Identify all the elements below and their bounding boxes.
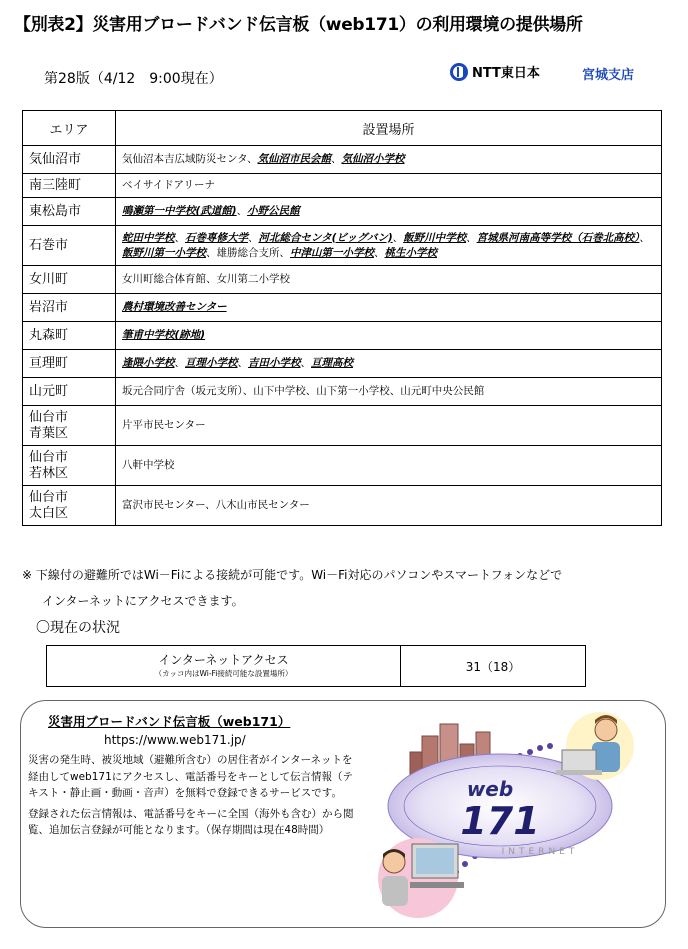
area-cell: 南三陸町 xyxy=(23,174,116,198)
info-paragraph: 登録された伝言情報は、電話番号をキーに全国（海外も含む）から閲覧、追加伝言登録が可能となります。（保存期間は現在48時間） xyxy=(28,807,354,836)
wifi-location: 鳴瀬第一中学校(武道館) xyxy=(122,205,237,217)
location-text: 、 xyxy=(466,231,477,244)
note-line-2: インターネットにアクセスできます。 xyxy=(42,594,244,608)
table-row xyxy=(23,378,662,406)
logo-web-text: web xyxy=(466,777,514,801)
area-cell: 女川町 xyxy=(23,266,116,294)
status-sublabel: （カッコ内はWi-Fi接続可能な設置場所） xyxy=(154,669,293,678)
table-header-row xyxy=(23,111,662,146)
area-cell: 東松島市 xyxy=(23,198,116,226)
place-cell xyxy=(116,486,662,526)
web171-illustration xyxy=(360,706,660,921)
info-url[interactable]: https://www.web171.jp/ xyxy=(104,733,246,747)
place-cell xyxy=(116,226,662,266)
wifi-location: 中津山第一小学校 xyxy=(290,246,374,259)
location-text: 気仙沼本吉広域防災センタ、 xyxy=(122,153,258,165)
status-row xyxy=(47,646,586,687)
wifi-location: 飯野川中学校 xyxy=(403,231,467,244)
info-body xyxy=(28,752,358,843)
table-row xyxy=(23,446,662,486)
location-text: 、 xyxy=(330,153,342,165)
location-text: 、雄勝総合支所、 xyxy=(206,246,290,259)
place-cell xyxy=(116,406,662,446)
status-table xyxy=(46,645,586,687)
table-row xyxy=(23,322,662,350)
logo-text: NTT東日本 xyxy=(472,66,540,81)
logo-171-text: 171 xyxy=(460,799,540,843)
wifi-location: 蛇田中学校 xyxy=(122,231,175,244)
table-row xyxy=(23,486,662,526)
ntt-logo-icon xyxy=(450,63,468,81)
location-text: 女川町総合体育館、女川第二小学校 xyxy=(122,273,290,285)
branch-name: 宮城支店 xyxy=(582,68,635,83)
status-heading: 〇現在の状況 xyxy=(36,620,120,636)
wifi-location: 吉田小学校 xyxy=(248,357,301,369)
area-cell: 亘理町 xyxy=(23,350,116,378)
edition-label: 第28版（4/12 9:00現在） xyxy=(44,71,223,87)
place-cell xyxy=(116,294,662,322)
location-text: 、 xyxy=(248,231,259,244)
location-text: 、 xyxy=(300,357,311,369)
table-row xyxy=(23,226,662,266)
wifi-location: 河北総合センタ(ビッグバン) xyxy=(258,231,393,244)
status-value: 31（18） xyxy=(401,646,586,687)
table-row xyxy=(23,350,662,378)
table-row xyxy=(23,198,662,226)
place-cell xyxy=(116,266,662,294)
area-cell: 山元町 xyxy=(23,378,116,406)
place-cell xyxy=(116,350,662,378)
table-body xyxy=(23,146,662,526)
logo-internet-text: INTERNET xyxy=(501,847,579,857)
note-line-1: ※ 下線付の避難所ではWi－Fiによる接続が可能です。Wi－Fi対応のパソコンやスマートフォンなどで xyxy=(22,568,563,582)
location-text: 富沢市民センター、八木山市民センター xyxy=(122,499,310,511)
info-title: 災害用ブロードバンド伝言板（web171） xyxy=(48,714,291,729)
wifi-note xyxy=(22,562,672,614)
area-cell: 岩沼市 xyxy=(23,294,116,322)
person-laptop-icon xyxy=(556,712,634,780)
wifi-location: 飯野川第一小学校 xyxy=(122,246,206,259)
table-row xyxy=(23,174,662,198)
area-cell: 石巻市 xyxy=(23,226,116,266)
wifi-location: 逢隈小学校 xyxy=(122,357,175,369)
location-text: 、 xyxy=(174,357,185,369)
ntt-logo xyxy=(450,62,540,81)
place-cell xyxy=(116,146,662,174)
location-text: 、 xyxy=(237,357,248,369)
area-cell: 仙台市 太白区 xyxy=(23,486,116,526)
area-cell: 丸森町 xyxy=(23,322,116,350)
place-cell xyxy=(116,446,662,486)
location-text: 坂元合同庁舎（坂元支所）、山下中学校、山下第一小学校、山元町中央公民館 xyxy=(122,385,485,397)
wifi-location: 気仙沼小学校 xyxy=(341,153,405,165)
locations-table xyxy=(22,110,662,526)
wifi-location: 気仙沼市民会館 xyxy=(257,153,331,165)
status-label-cell xyxy=(47,646,401,687)
person-computer-icon xyxy=(378,838,464,918)
info-paragraph: 災害の発生時、被災地域（避難所含む）の居住者がインターネットを経由してweb171にアクセスし、電話番号をキーとして伝言情報（テキスト・静止画・動画・音声）を無料で登録できるサービスです。 xyxy=(28,754,353,799)
location-text: 、 xyxy=(236,205,248,217)
place-cell xyxy=(116,378,662,406)
location-text: ベイサイドアリーナ xyxy=(122,179,216,191)
table-row xyxy=(23,406,662,446)
wifi-location: 亘理小学校 xyxy=(185,357,238,369)
place-cell xyxy=(116,322,662,350)
table-row xyxy=(23,294,662,322)
location-text: 片平市民センター xyxy=(122,419,206,431)
wifi-location: 宮城県河南高等学校（石巻北高校） xyxy=(476,231,640,244)
wifi-location: 亘理高校 xyxy=(311,357,353,369)
location-text: 八軒中学校 xyxy=(122,459,175,471)
header-area: エリア xyxy=(23,111,116,146)
location-text: 、 xyxy=(639,231,650,244)
location-text: 、 xyxy=(392,231,404,244)
wifi-location: 小野公民館 xyxy=(247,205,300,217)
wifi-location: 石巻専修大学 xyxy=(185,231,248,244)
area-cell: 仙台市 青葉区 xyxy=(23,406,116,446)
table-row xyxy=(23,266,662,294)
page-title: 【別表2】災害用ブロードバンド伝言板（web171）の利用環境の提供場所 xyxy=(14,15,583,35)
status-label: インターネットアクセス xyxy=(158,653,289,667)
location-text: 、 xyxy=(174,231,185,244)
wifi-location: 筆甫中学校(跡地) xyxy=(122,329,206,341)
area-cell: 気仙沼市 xyxy=(23,146,116,174)
location-text: 、 xyxy=(374,246,385,259)
header-place: 設置場所 xyxy=(116,111,662,146)
table-row xyxy=(23,146,662,174)
place-cell xyxy=(116,174,662,198)
wifi-location: 農村環境改善センター xyxy=(122,301,227,313)
area-cell: 仙台市 若林区 xyxy=(23,446,116,486)
wifi-location: 桃生小学校 xyxy=(384,246,437,259)
place-cell xyxy=(116,198,662,226)
